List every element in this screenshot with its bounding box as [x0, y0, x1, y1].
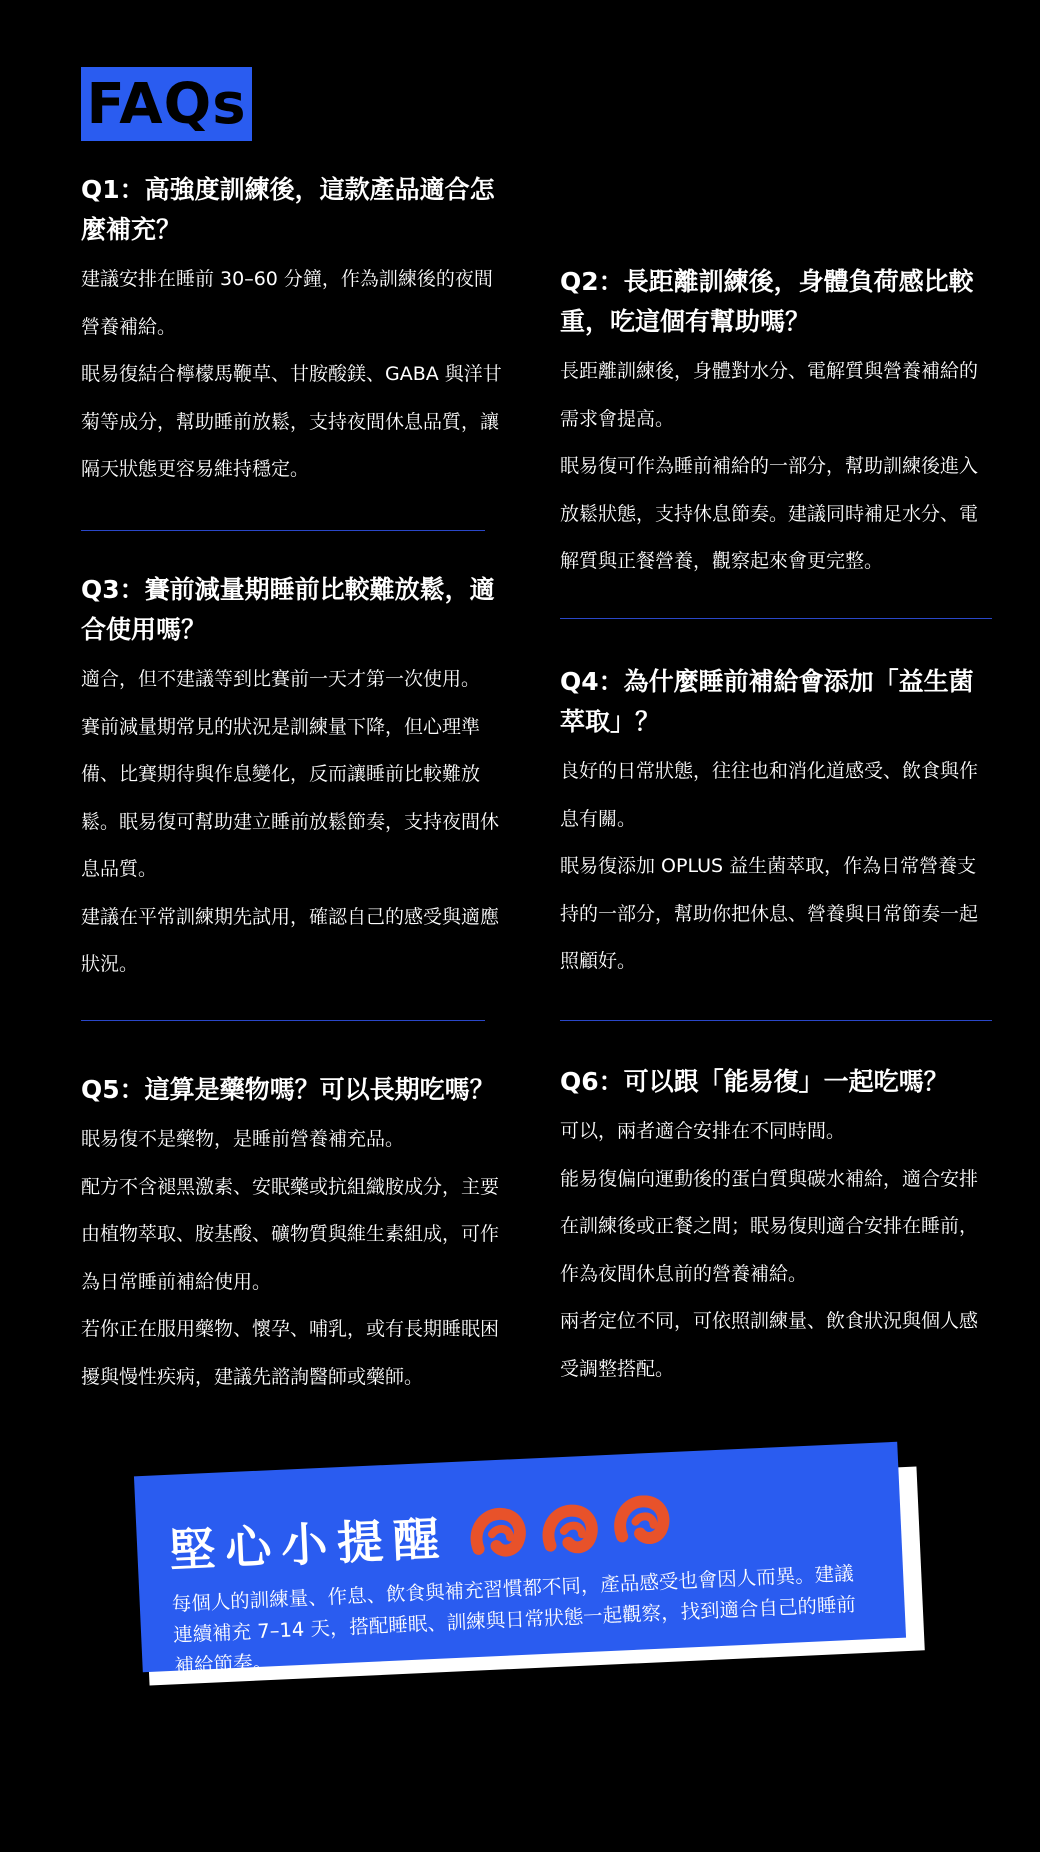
- faq-answer-paragraph: 配方不含褪黑激素、安眠藥或抗組織胺成分，主要由植物萃取、胺基酸、礦物質與維生素組成，可作為日常睡前補給使用。: [81, 1175, 500, 1293]
- divider: [81, 1020, 485, 1021]
- faq-answer-paragraph: 建議在平常訓練期先試用，確認自己的感受與適應狀況。: [81, 905, 500, 975]
- moon-swirl-icon: [475, 1513, 520, 1552]
- faq-answer-paragraph: 眠易復添加 OPLUS 益生菌萃取，作為日常營養支持的一部分，幫助你把休息、營養與日常節奏一起照顧好。: [560, 855, 979, 972]
- faq-answer-5: [81, 1116, 511, 1401]
- faq-answer-2: [560, 348, 990, 586]
- faq-item-5: [81, 1070, 511, 1401]
- divider: [81, 530, 485, 531]
- reminder-card: [134, 1442, 906, 1678]
- faq-answer-paragraph: 賽前減量期常見的狀況是訓練量下降，但心理準備、比賽期待與作息變化，反而讓睡前比較難放鬆。眠易復可幫助建立睡前放鬆節奏，支持夜間休息品質。: [81, 715, 500, 880]
- faq-question-6: Q6：可以跟「能易復」一起吃嗎？: [560, 1067, 949, 1096]
- faq-answer-6: [560, 1108, 990, 1393]
- faq-answer-paragraph: 若你正在服用藥物、懷孕、哺乳，或有長期睡眠困擾與慢性疾病，建議先諮詢醫師或藥師。: [81, 1318, 500, 1388]
- faq-answer-paragraph: 適合，但不建議等到比賽前一天才第一次使用。: [81, 668, 481, 690]
- divider: [560, 618, 992, 619]
- faq-answer-1: [81, 256, 511, 494]
- faq-answer-3: [81, 656, 511, 989]
- faq-question-2: Q2：長距離訓練後，身體負荷感比較重，吃這個有幫助嗎？: [560, 267, 974, 336]
- faq-answer-paragraph: 長距離訓練後，身體對水分、電解質與營養補給的需求會提高。: [560, 360, 979, 430]
- faq-question-3: Q3：賽前減量期睡前比較難放鬆，適合使用嗎？: [81, 575, 495, 644]
- faqs-badge: [81, 67, 252, 141]
- reminder-title: 堅心小提醒: [168, 1511, 451, 1578]
- faq-answer-paragraph: 建議安排在睡前 30–60 分鐘，作為訓練後的夜間營養補給。: [81, 268, 493, 338]
- reminder-body: 每個人的訓練量、作息、飲食與補充習慣都不同，產品感受也會因人而異。建議連續補充 7–14 天，搭配睡眠、訓練與日常狀態一起觀察，找到適合自己的睡前補給節奏。: [171, 1561, 857, 1678]
- faq-item-2: [560, 262, 990, 586]
- faq-question-4: Q4：為什麼睡前補給會添加「益生菌萃取」？: [560, 667, 974, 736]
- faq-answer-paragraph: 眠易復可作為睡前補給的一部分，幫助訓練後進入放鬆狀態，支持休息節奏。建議同時補足水分、電解質與正餐營養，觀察起來會更完整。: [560, 455, 979, 572]
- faq-answer-paragraph: 可以，兩者適合安排在不同時間。: [560, 1120, 846, 1142]
- faq-answer-paragraph: 兩者定位不同，可依照訓練量、飲食狀況與個人感受調整搭配。: [560, 1310, 979, 1380]
- faqs-title: FAQs: [86, 72, 247, 137]
- faq-answer-paragraph: 眠易復不是藥物，是睡前營養補充品。: [81, 1128, 405, 1150]
- moon-swirl-icon: [619, 1500, 664, 1539]
- faq-answer-paragraph: 眠易復結合檸檬馬鞭草、甘胺酸鎂、GABA 與洋甘菊等成分，幫助睡前放鬆，支持夜間休息品質，讓隔天狀態更容易維持穩定。: [81, 363, 502, 480]
- moon-swirl-icons: [461, 1494, 684, 1574]
- faq-item-3: [81, 570, 511, 989]
- faq-answer-paragraph: 能易復偏向運動後的蛋白質與碳水補給，適合安排在訓練後或正餐之間；眠易復則適合安排在睡前，作為夜間休息前的營養補給。: [560, 1167, 979, 1285]
- faq-answer-4: [560, 748, 990, 986]
- faq-question-5: Q5：這算是藥物嗎？可以長期吃嗎？: [81, 1075, 495, 1104]
- faq-item-6: [560, 1062, 990, 1393]
- faq-item-1: [81, 170, 511, 494]
- faq-item-4: [560, 662, 990, 986]
- divider: [560, 1020, 992, 1021]
- faq-question-1: Q1：高強度訓練後，這款產品適合怎麼補充？: [81, 175, 495, 244]
- moon-swirl-icon: [547, 1510, 592, 1549]
- faq-answer-paragraph: 良好的日常狀態，往往也和消化道感受、飲食與作息有關。: [560, 760, 979, 830]
